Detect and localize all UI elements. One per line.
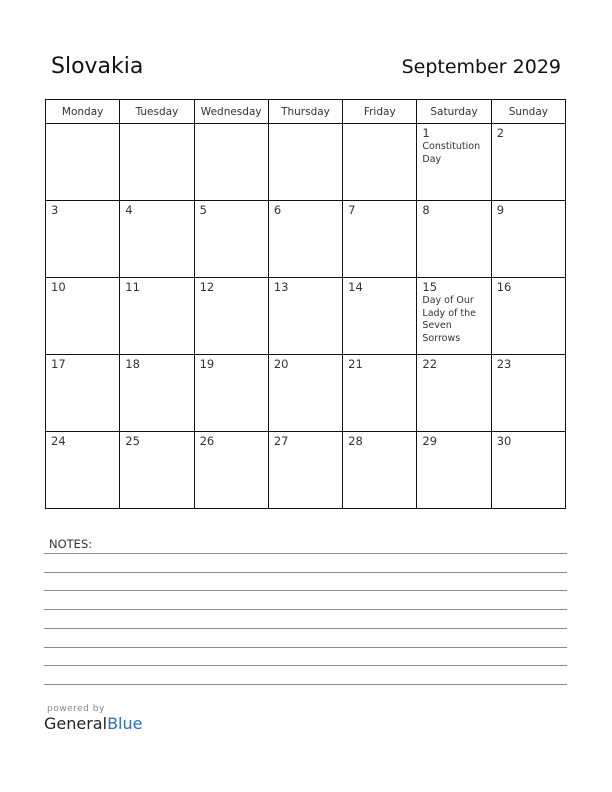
country-title: Slovakia [51,54,144,79]
empty-day-cell [120,124,194,201]
day-cell [417,278,491,355]
note-line [44,628,567,629]
day-number: 26 [199,434,215,448]
day-cell [417,355,491,432]
day-number: 23 [496,357,512,371]
day-cell [120,201,194,278]
brand-general: General [44,714,108,733]
weekday-thursday: Thursday [268,100,342,124]
day-number: 30 [496,434,512,448]
day-cell [343,432,417,509]
day-number: 29 [422,434,438,448]
empty-day-cell [46,124,120,201]
day-number: 15 [422,280,438,294]
week-row [46,432,566,509]
day-cell [417,124,491,201]
brand-logo [44,714,142,733]
note-line [44,609,567,610]
day-number: 24 [51,434,66,448]
powered-by-text: powered by [47,704,105,714]
day-cell [120,278,194,355]
day-cell [417,432,491,509]
day-cell [194,432,268,509]
day-number: 14 [348,280,363,294]
holiday-label: Constitution Day [422,141,481,165]
day-number: 22 [422,357,438,371]
day-number: 16 [496,280,512,294]
day-number: 19 [199,357,215,371]
day-cell [194,355,268,432]
day-number: 10 [51,280,66,294]
day-number: 21 [348,357,363,371]
day-number: 6 [273,203,282,217]
day-number: 18 [125,357,140,371]
month-year-title: September 2029 [401,56,561,78]
weekday-sunday: Sunday [491,100,565,124]
note-line [44,553,567,554]
brand-blue: Blue [107,714,143,733]
day-cell [268,432,342,509]
day-number: 11 [125,280,140,294]
day-cell [491,355,565,432]
day-cell [120,355,194,432]
week-row [46,124,566,201]
note-line [44,572,567,573]
weekday-tuesday: Tuesday [120,100,194,124]
day-cell [491,201,565,278]
day-cell [194,201,268,278]
week-row [46,355,566,432]
day-number: 4 [125,203,133,217]
day-cell [343,355,417,432]
day-cell [46,201,120,278]
day-cell [491,124,565,201]
day-cell [46,355,120,432]
weekday-friday: Friday [343,100,417,124]
weekday-wednesday: Wednesday [194,100,268,124]
week-row [46,278,566,355]
week-row [46,201,566,278]
note-line [44,665,567,666]
day-number: 8 [422,203,430,217]
empty-day-cell [343,124,417,201]
day-cell [491,278,565,355]
day-cell [46,432,120,509]
empty-day-cell [268,124,342,201]
day-number: 28 [348,434,363,448]
calendar-grid [45,99,566,509]
day-number: 9 [496,203,505,217]
day-number: 25 [125,434,140,448]
day-number [195,124,268,127]
day-number: 20 [273,357,289,371]
holiday-label: Day of Our Lady of the Seven Sorrows [422,295,476,344]
day-cell [343,201,417,278]
day-number [120,124,193,127]
day-cell [46,278,120,355]
day-number: 3 [51,203,59,217]
day-cell [343,278,417,355]
day-number: 2 [496,126,505,140]
weekday-saturday: Saturday [417,100,491,124]
day-cell [120,432,194,509]
day-cell [491,432,565,509]
brand-footer [44,704,142,733]
day-cell [268,355,342,432]
weekday-header-row [46,100,566,124]
day-number [269,124,342,127]
empty-day-cell [194,124,268,201]
day-number [46,124,119,127]
note-line [44,647,567,648]
notes-label: NOTES: [49,537,93,551]
day-cell [268,278,342,355]
day-number: 12 [199,280,215,294]
note-line [44,590,567,591]
day-cell [194,278,268,355]
day-number: 1 [422,126,430,140]
day-number [343,124,416,127]
note-line [44,684,567,685]
weekday-monday: Monday [46,100,120,124]
day-number: 13 [273,280,289,294]
day-number: 7 [348,203,356,217]
day-number: 17 [51,357,66,371]
day-cell [417,201,491,278]
day-number: 5 [199,203,207,217]
day-cell [268,201,342,278]
day-number: 27 [273,434,289,448]
